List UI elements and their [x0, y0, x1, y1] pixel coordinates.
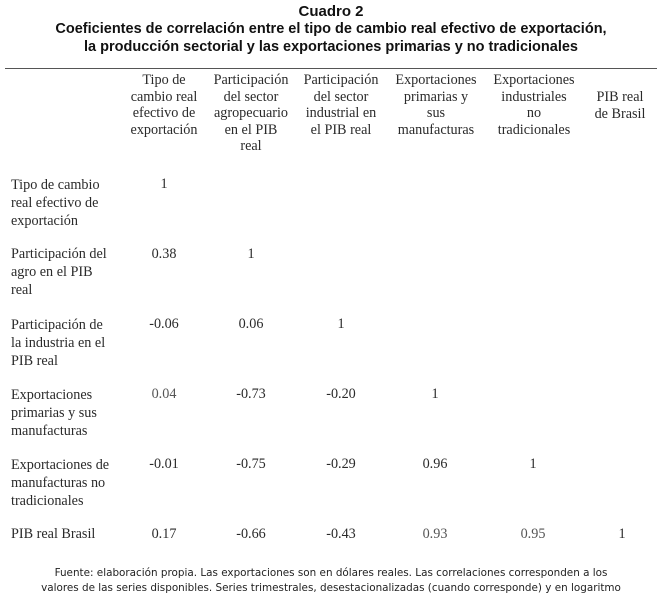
row-label-agro: Participación del agro en el PIB real — [11, 246, 107, 298]
cell-r1-c1: 1 — [160, 176, 168, 192]
cell-r6-c5: 0.95 — [520, 526, 546, 542]
cell-r4-c3: -0.20 — [326, 386, 356, 402]
cell-r5-c1: -0.01 — [149, 456, 179, 472]
source-note-line-2: valores de las series disponibles. Series trimestrales, desestacionalizadas (cuando corresponde) y en logaritmo — [41, 581, 621, 594]
cell-r3-c2: 0.06 — [238, 316, 264, 332]
cell-r5-c4: 0.96 — [422, 456, 448, 472]
col-header-industria: Participación del sector industrial en el PIB real — [303, 72, 379, 138]
cell-r4-c2: -0.73 — [236, 386, 266, 402]
col-header-export-industriales: Exportaciones industriales no tradicionales — [493, 72, 575, 138]
row-label-export-primarias: Exportaciones primarias y sus manufacturas — [11, 387, 97, 439]
cell-r5-c3: -0.29 — [326, 456, 356, 472]
row-label-industria: Participación de la industria en el PIB real — [11, 317, 106, 369]
cell-r2-c2: 1 — [247, 246, 255, 262]
cell-r5-c5: 1 — [529, 456, 537, 472]
cell-r4-c1: 0.04 — [151, 386, 177, 402]
table-caption-line-1: Coeficientes de correlación entre el tipo de cambio real efectivo de exportación, — [55, 21, 607, 37]
col-header-pib-brasil: PIB real de Brasil — [594, 89, 646, 122]
col-header-tipo-cambio: Tipo de cambio real efectivo de exportación — [130, 72, 198, 138]
table-number: Cuadro 2 — [298, 3, 364, 20]
col-header-agro: Participación del sector agropecuario en el PIB real — [213, 72, 289, 154]
cell-r3-c1: -0.06 — [149, 316, 179, 332]
cell-r6-c1: 0.17 — [151, 526, 177, 542]
cell-r6-c3: -0.43 — [326, 526, 356, 542]
row-label-export-industriales: Exportaciones de manufacturas no tradicionales — [11, 457, 110, 509]
cell-r6-c6: 1 — [618, 526, 626, 542]
source-note — [0, 566, 662, 595]
cell-r5-c2: -0.75 — [236, 456, 266, 472]
cell-r2-c1: 0.38 — [151, 246, 177, 262]
cell-r6-c2: -0.66 — [236, 526, 266, 542]
table-title — [0, 3, 662, 56]
source-note-line-1: Fuente: elaboración propia. Las exportaciones son en dólares reales. Las correlaciones corresponden a los — [54, 567, 608, 579]
row-label-pib-brasil: PIB real Brasil — [11, 526, 96, 542]
table-caption-line-2: la producción sectorial y las exportaciones primarias y no tradicionales — [84, 39, 578, 55]
col-header-export-primarias: Exportaciones primarias y sus manufacturas — [395, 72, 477, 138]
header-rule — [5, 68, 657, 69]
cell-r6-c4: 0.93 — [422, 526, 448, 542]
row-label-tipo-cambio: Tipo de cambio real efectivo de exportación — [11, 177, 100, 229]
cell-r4-c4: 1 — [431, 386, 439, 402]
cell-r3-c3: 1 — [337, 316, 345, 332]
